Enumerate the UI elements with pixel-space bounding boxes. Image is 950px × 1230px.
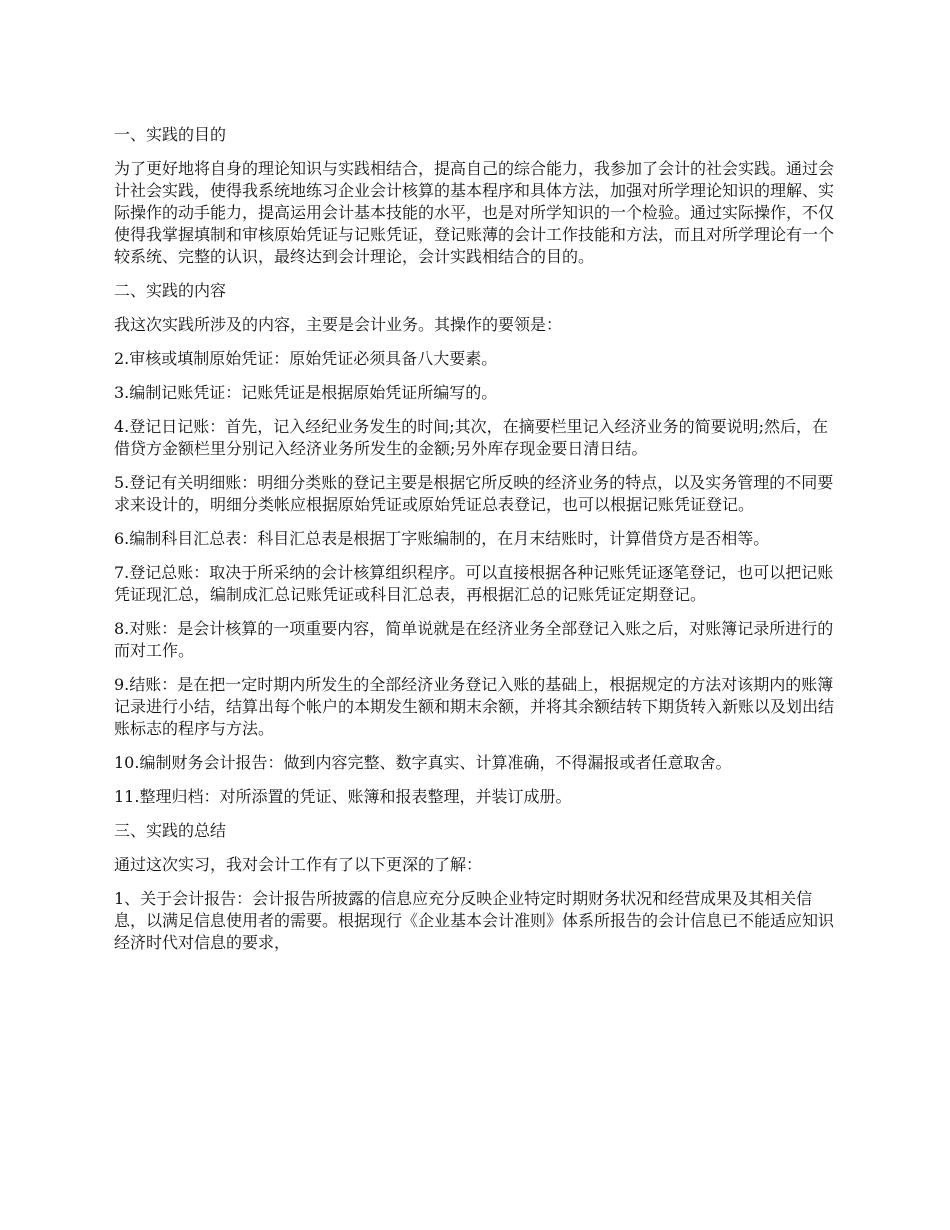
paragraph-summary-intro: 通过这次实习，我对会计工作有了以下更深的了解： bbox=[114, 855, 483, 874]
section-heading-purpose: 一、实践的目的 bbox=[114, 125, 227, 144]
list-item-10: 10.编制财务会计报告：做到内容完整、数字真实、计算准确，不得漏报或者任意取舍。 bbox=[114, 753, 732, 772]
list-item-7: 7.登记总账：取决于所采纳的会计核算组织程序。可以直接根据各种记账凭证逐笔登记，也可以把记账凭证现汇总，编制成汇总记账凭证或科目汇总表，再根据汇总的记账凭证定期登记。 bbox=[114, 563, 834, 604]
paragraph-report: 1、关于会计报告：会计报告所披露的信息应充分反映企业特定时期财务状况和经营成果及其相关信息，以满足信息使用者的需要。根据现行《企业基本会计准则》体系所报告的会计信息已不能适应知识经济时代对信息的要求， bbox=[114, 889, 835, 952]
list-item-8: 8.对账：是会计核算的一项重要内容，简单说就是在经济业务全部登记入账之后，对账簿记录所进行的而对工作。 bbox=[114, 619, 834, 660]
section-heading-summary: 三、实践的总结 bbox=[114, 821, 227, 840]
list-item-11: 11.整理归档：对所添置的凭证、账簿和报表整理，并装订成册。 bbox=[114, 787, 572, 806]
list-item-9: 9.结账：是在把一定时期内所发生的全部经济业务登记入账的基础上，根据规定的方法对该期内的账簿记录进行小结，结算出每个帐户的本期发生额和期末余额，并将其余额结转下期货转入新账以及划出结账标志的程序与方法。 bbox=[114, 675, 835, 738]
document-page bbox=[114, 124, 844, 966]
list-item-3: 3.编制记账凭证：记账凭证是根据原始凭证所编写的。 bbox=[114, 383, 498, 402]
list-item-5: 5.登记有关明细账：明细分类账的登记主要是根据它所反映的经济业务的特点，以及实务管理的不同要求来设计的，明细分类帐应根据原始凭证或原始凭证总表登记，也可以根据记账凭证登记。 bbox=[114, 473, 834, 514]
section-heading-content: 二、实践的内容 bbox=[114, 281, 227, 300]
list-item-4: 4.登记日记账：首先，记入经纪业务发生的时间;其次，在摘要栏里记入经济业务的简要说明;然后，在借贷方金额栏里分别记入经济业务所发生的金额;另外库存现金要日清日结。 bbox=[114, 417, 829, 458]
list-item-6: 6.编制科目汇总表：科目汇总表是根据丁字账编制的，在月末结账时，计算借贷方是否相等。 bbox=[114, 529, 770, 548]
paragraph-purpose: 为了更好地将自身的理论知识与实践相结合，提高自己的综合能力，我参加了会计的社会实践。通过会计社会实践，使得我系统地练习企业会计核算的基本程序和具体方法，加强对所学理论知识的理解、实际操作的动手能力，提高运用会计基本技能的水平，也是对所学知识的一个检验。通过实际操作，不仅使得我掌握填制和审核原始凭证与记账凭证，登记账薄的会计工作技能和方法，而且对所学理论有一个较系统、完整的认识，最终达到会计理论，会计实践相结合的目的。 bbox=[114, 159, 835, 266]
list-item-2: 2.审核或填制原始凭证：原始凭证必须具备八大要素。 bbox=[114, 349, 498, 368]
paragraph-intro: 我这次实践所涉及的内容，主要是会计业务。其操作的要领是： bbox=[114, 315, 563, 334]
